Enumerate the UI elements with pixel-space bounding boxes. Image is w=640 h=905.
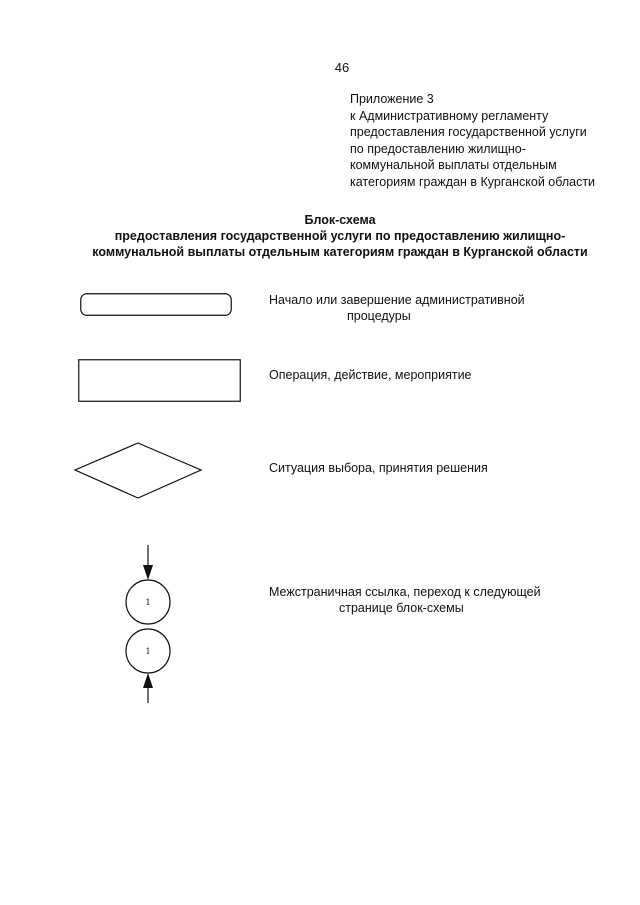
heading-title: Блок-схема xyxy=(304,213,376,227)
appendix-note xyxy=(350,91,632,190)
appendix-line: коммунальной выплаты отдельным xyxy=(350,158,557,172)
legend-text-terminator xyxy=(269,292,569,324)
appendix-line: к Административному регламенту xyxy=(350,108,549,123)
process-symbol xyxy=(78,359,242,403)
decision-symbol xyxy=(72,441,204,501)
appendix-line: категориям граждан в Курганской области xyxy=(350,174,596,189)
legend-line: процедуры xyxy=(347,309,411,323)
heading-subtitle-line: предоставления государственной услуги по предоставлению жилищно- xyxy=(114,229,566,243)
legend-text-decision xyxy=(269,460,569,476)
connector-symbol xyxy=(110,545,190,705)
legend-text-process xyxy=(269,367,569,383)
legend-line: странице блок-схемы xyxy=(339,601,464,615)
document-heading xyxy=(40,212,640,260)
legend-line: Операция, действие, мероприятие xyxy=(269,368,472,382)
legend-text-connector xyxy=(269,584,589,616)
legend-line: Межстраничная ссылка, переход к следующей xyxy=(269,585,541,599)
heading-subtitle-line: коммунальной выплаты отдельным категориям граждан в Курганской области xyxy=(92,245,588,259)
connector-label-bottom: 1 xyxy=(145,647,151,656)
connector-label-top: 1 xyxy=(145,598,151,607)
page-number: 46 xyxy=(334,60,350,75)
connector-incoming-arrow xyxy=(143,545,153,580)
terminator-symbol xyxy=(80,293,232,317)
legend-line: Ситуация выбора, принятия решения xyxy=(269,461,488,475)
appendix-line: Приложение 3 xyxy=(350,92,434,106)
connector-outgoing-arrow xyxy=(143,673,153,703)
appendix-line: по предоставлению жилищно- xyxy=(350,141,526,156)
legend-line: Начало или завершение административной xyxy=(269,293,525,307)
appendix-line: предоставления государственной услуги xyxy=(350,125,587,139)
